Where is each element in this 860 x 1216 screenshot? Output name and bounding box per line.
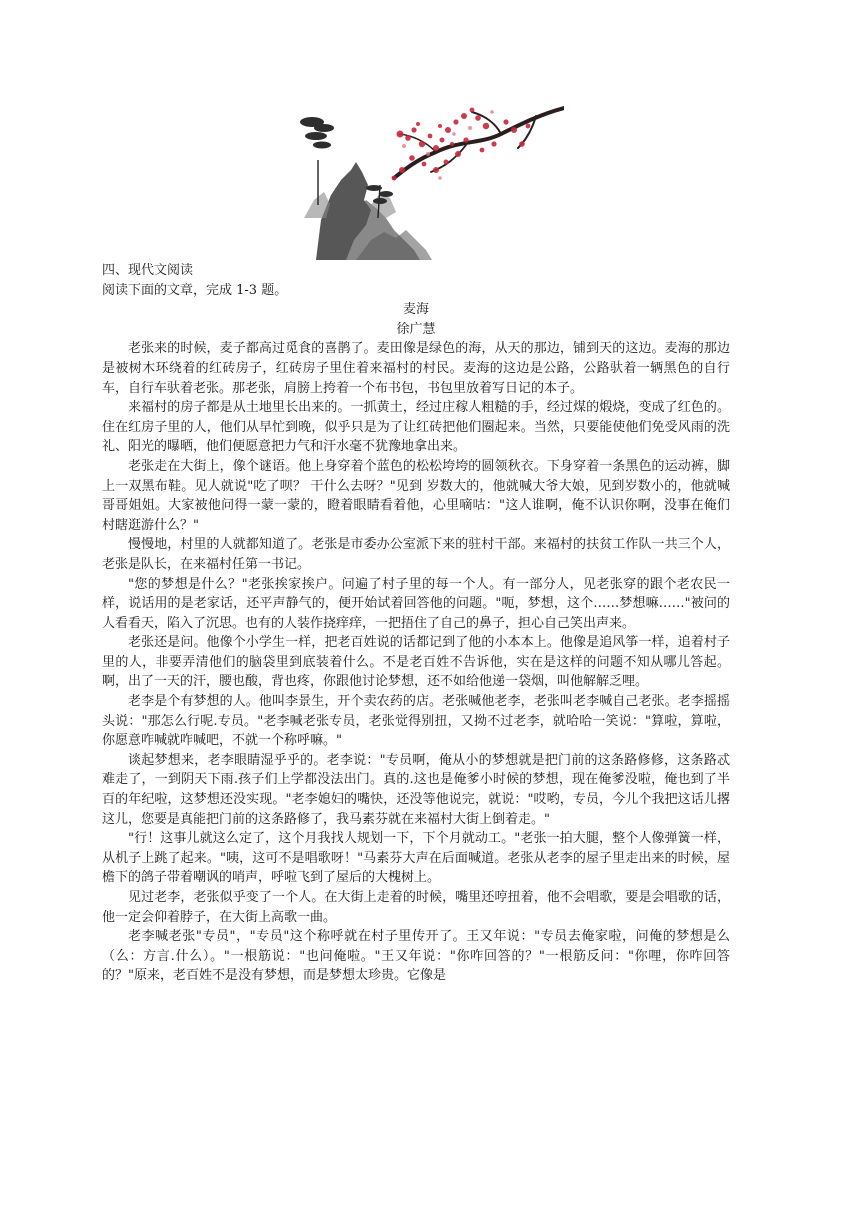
paragraph-10: 见过老李，老张似乎变了一个人。在大街上走着的时候，嘴里还哼扭着，他不会唱歌，要是会唱歌的话，他一定会仰着脖子，在大街上高歌一曲。 [102, 890, 730, 925]
paragraph-3: 老张走在大街上，像个谜语。他上身穿着个蓝色的松松垮垮的圆领秋衣。下身穿着一条黑色的运动裤，脚上一双黑布鞋。见人就说"吃了呗？ 干什么去呀？"见到 岁数大的，他就喊大爷大娘，见到岁数小的，他就喊哥哥姐姐。大家被他问得一蒙一蒙的，瞪着眼睛看着他，心里嘀咕："这人谁啊，俺不认识你啊，没事在俺们村瞎逛游什么？" [102, 458, 730, 533]
paragraph-2: 来福村的房子都是从土地里长出来的。一抓黄土，经过庄稼人粗糙的手，经过煤的煅烧，变成了红色的。住在红房子里的人，他们从早忙到晚，似乎只是为了让红砖把他们圈起来。当然，只要能使他们免受风雨的洗礼、阳光的曝晒，他们便愿意把力气和汗水毫不犹豫地拿出来。 [102, 400, 730, 455]
paragraph-4: 慢慢地，村里的人就都知道了。老张是市委办公室派下来的驻村干部。来福村的扶贫工作队一共三个人，老张是队长，在来福村任第一书记。 [102, 537, 730, 572]
paragraph-6: 老张还是问。他像个小学生一样，把老百姓说的话都记到了他的小本本上。他像是追风筝一样，追着村子里的人，非要弄清他们的脑袋里到底装着什么。不是老百姓不告诉他，实在是这样的问题不知从哪儿答起。啊，出了一天的汗，腰也酸，背也疼，你跟他讨论梦想，还不如给他递一袋烟，叫他解解乏哩。 [102, 635, 730, 690]
paragraph-8: 谈起梦想来，老李眼睛湿乎乎的。老李说："专员啊，俺从小的梦想就是把门前的这条路修修，这条路忒难走了，一到阴天下雨.孩子们上学都没法出门。真的.这也是俺爹小时候的梦想，现在俺爹没啦，俺也到了半百的年纪啦，这梦想还没实现。"老李媳妇的嘴快，还没等他说完，就说："哎哟，专员，今儿个我把这话儿撂这儿，您要是真能把门前的这条路修了，我马素芬就在来福村大街上倒着走。" [102, 752, 730, 827]
reading-instruction: 阅读下面的文章，完成 1-3 题。 [102, 282, 288, 298]
article-title: 麦海 [402, 302, 429, 318]
paragraph-1: 老张来的时候，麦子都高过觅食的喜鹊了。麦田像是绿色的海，从天的那边，铺到天的这边。麦海的那边是被树木环绕着的红砖房子，红砖房子里住着来福村的村民。麦海的这边是公路，公路驮着一辆黑色的自行车，自行车驮着老张。那老张，肩膀上挎着一个布书包，书包里放着写日记的本子。 [102, 341, 730, 396]
paragraph-5: "您的梦想是什么？"老张挨家挨户。问遍了村子里的每一个人。有一部分人，见老张穿的跟个老农民一样，说话用的是老家话，还平声静气的，便开始试着回答他的问题。"呃，梦想，这个……梦想嘛……"被问的人看看天，陷入了沉思。也有的人装作挠痒痒，一把捂住了自己的鼻子，担心自己笑出声来。 [102, 576, 730, 631]
article-content [102, 261, 730, 986]
ink-landscape-plum-blossom-illustration [296, 100, 564, 260]
section-heading: 四、现代文阅读 [102, 263, 194, 278]
article-author: 徐广慧 [396, 321, 436, 337]
paragraph-11: 老李喊老张"专员"，"专员"这个称呼就在村子里传开了。王又年说："专员去俺家啦，问俺的梦想是么（么：方言.什么）。"一根筋说："也问俺啦。"王又年说："你咋回答的？"一根筋反问："你哩，你咋回答的？"原来，老百姓不是没有梦想，而是梦想太珍贵。它像是 [102, 929, 730, 984]
paragraph-9: "行！这事儿就这么定了，这个月我找人规划一下，下个月就动工。"老张一拍大腿，整个人像弹簧一样，从机子上跳了起来。"咦，这可不是唱歌呀！"马素芬大声在后面喊道。老张从老李的屋子里走出来的时候，屋檐下的鸽子带着嘲讽的哨声，呼啦飞到了屋后的大槐树上。 [102, 831, 730, 886]
paragraph-7: 老李是个有梦想的人。他叫李景生，开个卖农药的店。老张喊他老李，老张叫老李喊自己老张。老李摇摇头说："那怎么行呢.专员。"老李喊老张专员，老张觉得别扭，又拗不过老李，就哈哈一笑说："算啦，算啦，你愿意咋喊就咋喊吧，不就一个称呼嘛。" [102, 694, 730, 749]
